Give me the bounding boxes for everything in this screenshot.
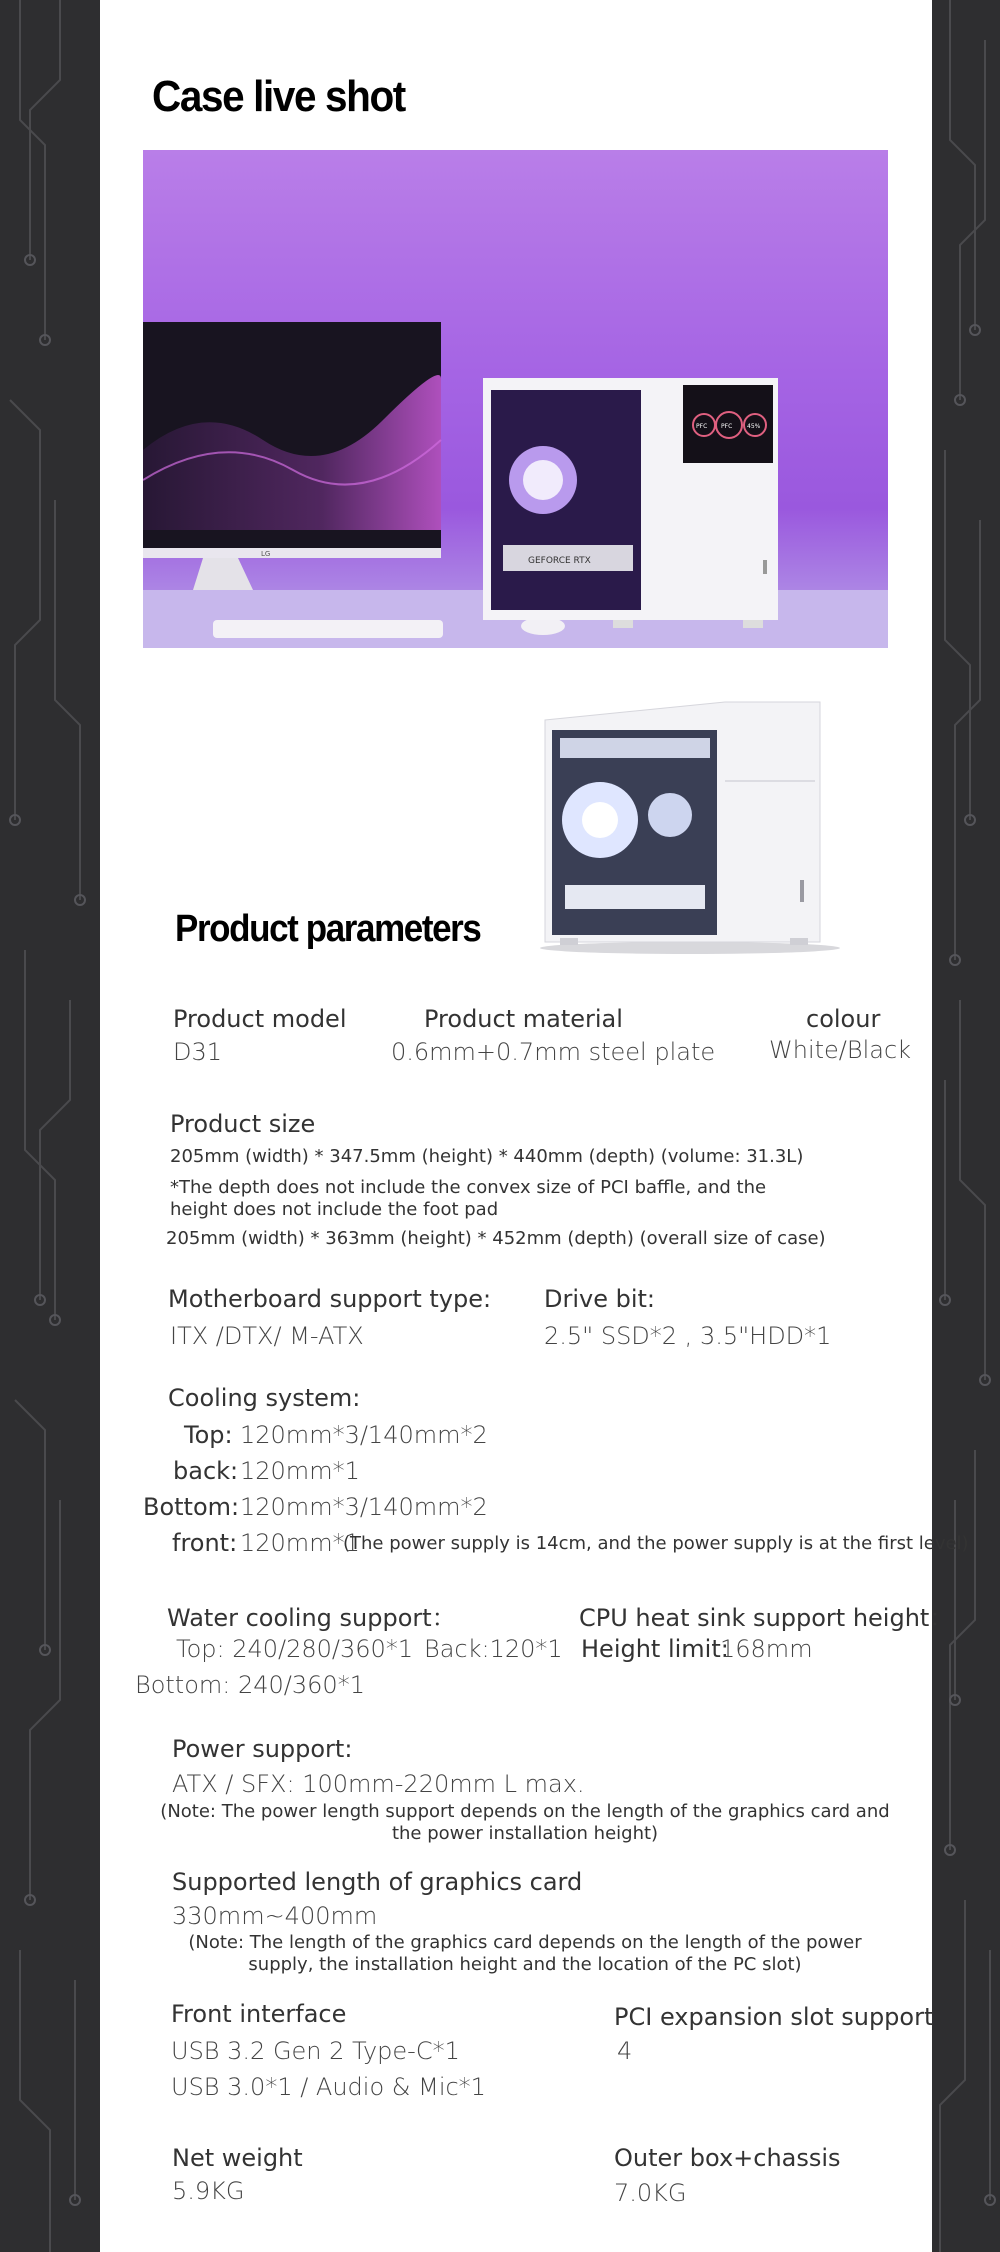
outer-box-label: Outer box+chassis: [614, 2144, 841, 2172]
drive-value: 2.5" SSD*2 , 3.5"HDD*1: [544, 1322, 832, 1350]
screen-logo-1: PFC: [696, 423, 708, 430]
size-note: *The depth does not include the convex size of PCI baffle, and the height does not include the foot pad: [170, 1177, 767, 1220]
screen-logo-3: 45%: [747, 423, 761, 430]
monitor-brand: LG: [261, 550, 271, 558]
parameters-title: Product parameters: [175, 908, 481, 950]
live-shot-photo: [143, 150, 888, 648]
drive-label: Drive bit:: [544, 1285, 656, 1313]
water-top: Top: 240/280/360*1: [176, 1635, 414, 1663]
colour-label: colour: [806, 1005, 881, 1033]
pci-value: 4: [617, 2037, 633, 2065]
model-value: D31: [173, 1038, 223, 1066]
cooling-bottom-label: Bottom:: [143, 1493, 240, 1521]
desk-setup-illustration: [143, 150, 888, 648]
gpu-label: GEFORCE RTX: [528, 556, 591, 566]
gpu-length-label: Supported length of graphics card: [172, 1868, 583, 1896]
front-interface-value-2: USB 3.0*1 / Audio & Mic*1: [171, 2073, 486, 2101]
motherboard-label: Motherboard support type:: [168, 1285, 492, 1313]
model-label: Product model: [173, 1005, 347, 1033]
cooling-label: Cooling system:: [168, 1384, 361, 1412]
cooling-bottom-value: 120mm*3/140mm*2: [240, 1493, 488, 1521]
material-label: Product material: [424, 1005, 623, 1033]
cooling-front-note: (The power supply is 14cm, and the power supply is at the first level): [343, 1533, 969, 1554]
net-weight-label: Net weight: [172, 2144, 303, 2172]
water-label: Water cooling support：: [167, 1604, 456, 1632]
water-back: Back:120*1: [424, 1635, 563, 1663]
outer-box-value: 7.0KG: [614, 2179, 687, 2207]
screen-logo-2: PFC: [721, 423, 733, 430]
cpu-value-label: Height limit:: [581, 1635, 729, 1663]
front-interface-value-1: USB 3.2 Gen 2 Type-C*1: [171, 2037, 460, 2065]
cooling-back-label: back:: [173, 1457, 239, 1485]
gpu-length-value: 330mm~400mm: [172, 1902, 378, 1930]
motherboard-value: ITX /DTX/ M-ATX: [170, 1322, 364, 1350]
cooling-front-value: 120mm*1: [240, 1529, 360, 1557]
cooling-back-value: 120mm*1: [240, 1457, 360, 1485]
cooling-top-label: Top:: [184, 1421, 233, 1449]
case-illustration: [520, 690, 840, 960]
net-weight-value: 5.9KG: [172, 2177, 245, 2205]
power-value: ATX / SFX: 100mm-220mm L max.: [172, 1770, 585, 1798]
cooling-front-label: front:: [172, 1529, 238, 1557]
colour-value: White/Black: [769, 1036, 912, 1064]
cooling-top-value: 120mm*3/140mm*2: [240, 1421, 488, 1449]
size-value-2: 205mm (width) * 363mm (height) * 452mm (depth) (overall size of case): [166, 1228, 826, 1249]
water-bottom: Bottom: 240/360*1: [135, 1671, 365, 1699]
material-value: 0.6mm+0.7mm steel plate: [391, 1038, 716, 1066]
cpu-value: 168mm: [720, 1635, 813, 1663]
size-value-1: 205mm (width) * 347.5mm (height) * 440mm (depth) (volume: 31.3L): [170, 1146, 804, 1167]
size-label: Product size: [170, 1110, 316, 1138]
pci-label: PCI expansion slot support: [614, 2003, 934, 2031]
power-note: (Note: The power length support depends on the length of the graphics card and the power installation height): [160, 1801, 890, 1844]
live-shot-title: Case live shot: [152, 72, 405, 121]
gpu-length-note: (Note: The length of the graphics card depends on the length of the power supply, the installation height and the location of the PC slot): [188, 1932, 862, 1975]
product-photo: [520, 690, 840, 960]
power-label: Power support:: [172, 1735, 353, 1763]
front-interface-label: Front interface: [171, 2000, 347, 2028]
cpu-label: CPU heat sink support height：: [579, 1604, 954, 1632]
